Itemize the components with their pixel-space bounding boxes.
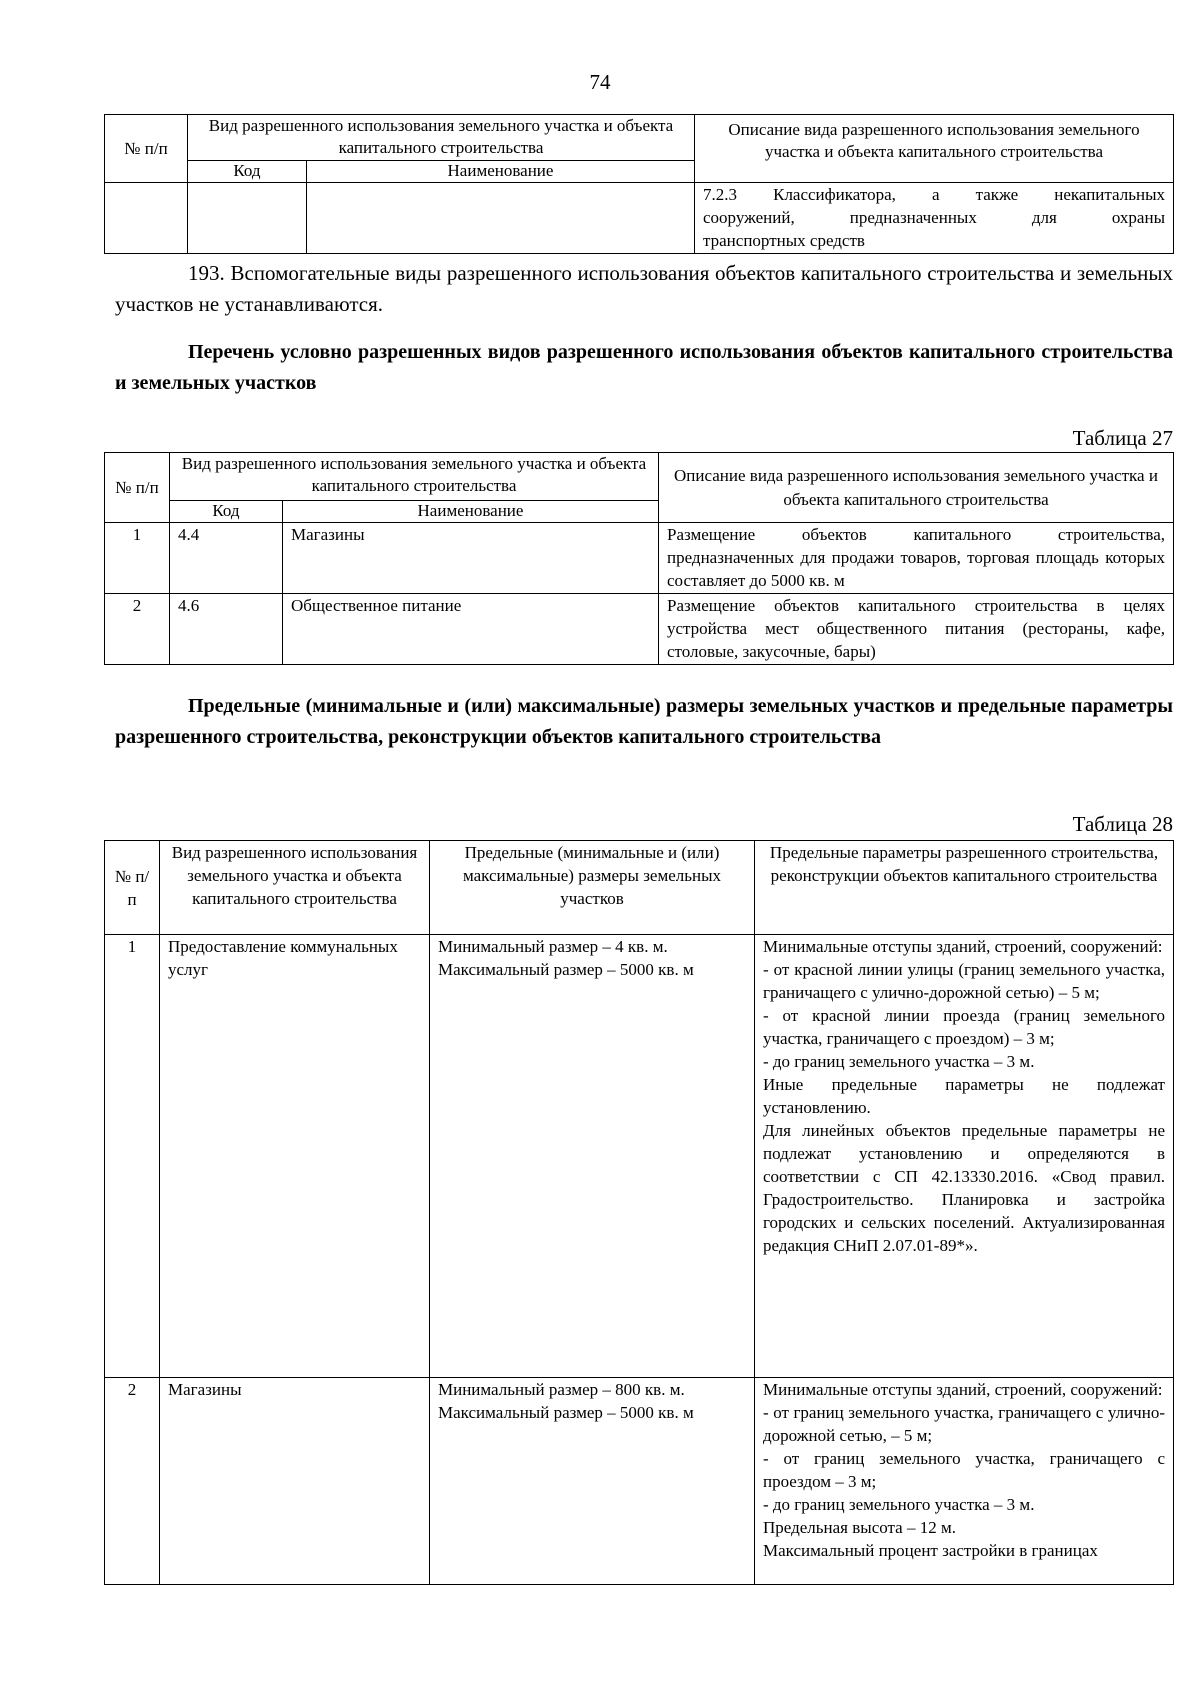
row-num: 1 <box>105 935 160 1378</box>
table-row <box>105 594 1174 665</box>
parametry-line: Иные предельные параметры не подлежат установлению. <box>763 1075 1165 1117</box>
row-naimenovanie: Общественное питание <box>283 594 659 665</box>
razmery-max: Максимальный размер – 5000 кв. м <box>438 960 694 979</box>
header-opisanie: Описание вида разрешенного использования земельного участка и объекта капитального строительства <box>695 115 1174 183</box>
parametry-line: Минимальные отступы зданий, строений, сооружений: <box>763 1380 1163 1399</box>
table-row <box>105 935 1174 1378</box>
header-parametry: Предельные параметры разрешенного строительства, реконструкции объектов капитального строительства <box>755 841 1174 935</box>
parametry-line: - от границ земельного участка, граничащего с улично-дорожной сетью, – 5 м; <box>763 1403 1165 1445</box>
header-kod: Код <box>188 161 307 183</box>
header-kod: Код <box>170 501 283 523</box>
table-row <box>105 183 1174 254</box>
parametry-line: - до границ земельного участка – 3 м. <box>763 1052 1035 1071</box>
parametry-line: Предельная высота – 12 м. <box>763 1518 956 1537</box>
row-kod: 4.6 <box>170 594 283 665</box>
table-row <box>105 1378 1174 1585</box>
row-num: 2 <box>105 1378 160 1585</box>
row-naimenovanie <box>307 183 695 254</box>
razmery-min: Минимальный размер – 800 кв. м. <box>438 1380 685 1399</box>
razmery-min: Минимальный размер – 4 кв. м. <box>438 937 668 956</box>
header-opisanie: Описание вида разрешенного использования земельного участка и объекта капитального строительства <box>659 453 1174 523</box>
parametry-line: Минимальные отступы зданий, строений, сооружений: <box>763 937 1163 956</box>
heading-conditional-uses: Перечень условно разрешенных видов разрешенного использования объектов капитального строительства и земельных участков <box>115 341 1173 394</box>
row-num: 1 <box>105 523 170 594</box>
header-num: № п/п <box>105 841 160 935</box>
row-opisanie: Размещение объектов капитального строительства, предназначенных для продажи товаров, торговая площадь которых составляет до 5000 кв. м <box>659 523 1174 594</box>
row-opisanie <box>695 183 1174 254</box>
razmery-max: Максимальный размер – 5000 кв. м <box>438 1403 694 1422</box>
opisanie-line: транспортных средств <box>703 231 865 250</box>
row-kod: 4.4 <box>170 523 283 594</box>
header-num: № п/п <box>105 453 170 523</box>
header-vid: Вид разрешенного использования земельного участка и объекта капитального строительства <box>170 453 659 501</box>
row-razmery <box>430 935 755 1378</box>
header-vid: Вид разрешенного использования земельного участка и объекта капитального строительства <box>160 841 430 935</box>
paragraph-193: 193. Вспомогательные виды разрешенного использования объектов капитального строительства и земельных участков не устанавливаются. <box>115 261 1173 316</box>
parametry-line: - от границ земельного участка, граничащего с проездом – 3 м; <box>763 1449 1165 1491</box>
opisanie-line: 7.2.3 Классификатора, а также некапитальных <box>703 185 1165 204</box>
heading-limit-parameters: Предельные (минимальные и (или) максимальные) размеры земельных участков и предельные параметры разрешенного строительства, реконструкции объектов капитального строительства <box>115 695 1173 748</box>
table-row <box>105 523 1174 594</box>
row-naimenovanie: Магазины <box>283 523 659 594</box>
table-27 <box>104 452 1174 665</box>
header-razmery: Предельные (минимальные и (или) максимальные) размеры земельных участков <box>430 841 755 935</box>
header-num: № п/п <box>105 115 188 183</box>
caption-table-28: Таблица 28 <box>1072 812 1173 836</box>
parametry-line: - до границ земельного участка – 3 м. <box>763 1495 1035 1514</box>
parametry-line: Для линейных объектов предельные параметры не подлежат установлению и определяются в соответствии с СП 42.13330.2016. «Свод правил. Градостроительство. Планировка и застройка городских и сельских поселений. Актуализированная редакция СНиП 2.07.01-89*». <box>763 1121 1165 1255</box>
header-naimenovanie: Наименование <box>307 161 695 183</box>
row-opisanie: Размещение объектов капитального строительства в целях устройства мест общественного питания (рестораны, кафе, столовые, закусочные, бары) <box>659 594 1174 665</box>
opisanie-line: сооружений, предназначенных для охраны <box>703 208 1165 227</box>
row-num: 2 <box>105 594 170 665</box>
header-naimenovanie: Наименование <box>283 501 659 523</box>
row-num <box>105 183 188 254</box>
row-kod <box>188 183 307 254</box>
header-vid: Вид разрешенного использования земельного участка и объекта капитального строительства <box>188 115 695 161</box>
caption-table-27: Таблица 27 <box>1072 426 1173 450</box>
parametry-line: Максимальный процент застройки в границах <box>763 1541 1098 1560</box>
row-vid: Предоставление коммунальных услуг <box>160 935 430 1378</box>
table-continuation <box>104 114 1174 254</box>
row-vid: Магазины <box>160 1378 430 1585</box>
parametry-line: - от красной линии улицы (границ земельного участка, граничащего с улично-дорожной сетью) – 5 м; <box>763 960 1165 1002</box>
row-parametry <box>755 935 1174 1378</box>
table-28 <box>104 840 1174 1585</box>
parametry-line: - от красной линии проезда (границ земельного участка, граничащего с проездом) – 3 м; <box>763 1006 1165 1048</box>
page-number: 74 <box>589 70 611 94</box>
row-razmery <box>430 1378 755 1585</box>
row-parametry <box>755 1378 1174 1585</box>
